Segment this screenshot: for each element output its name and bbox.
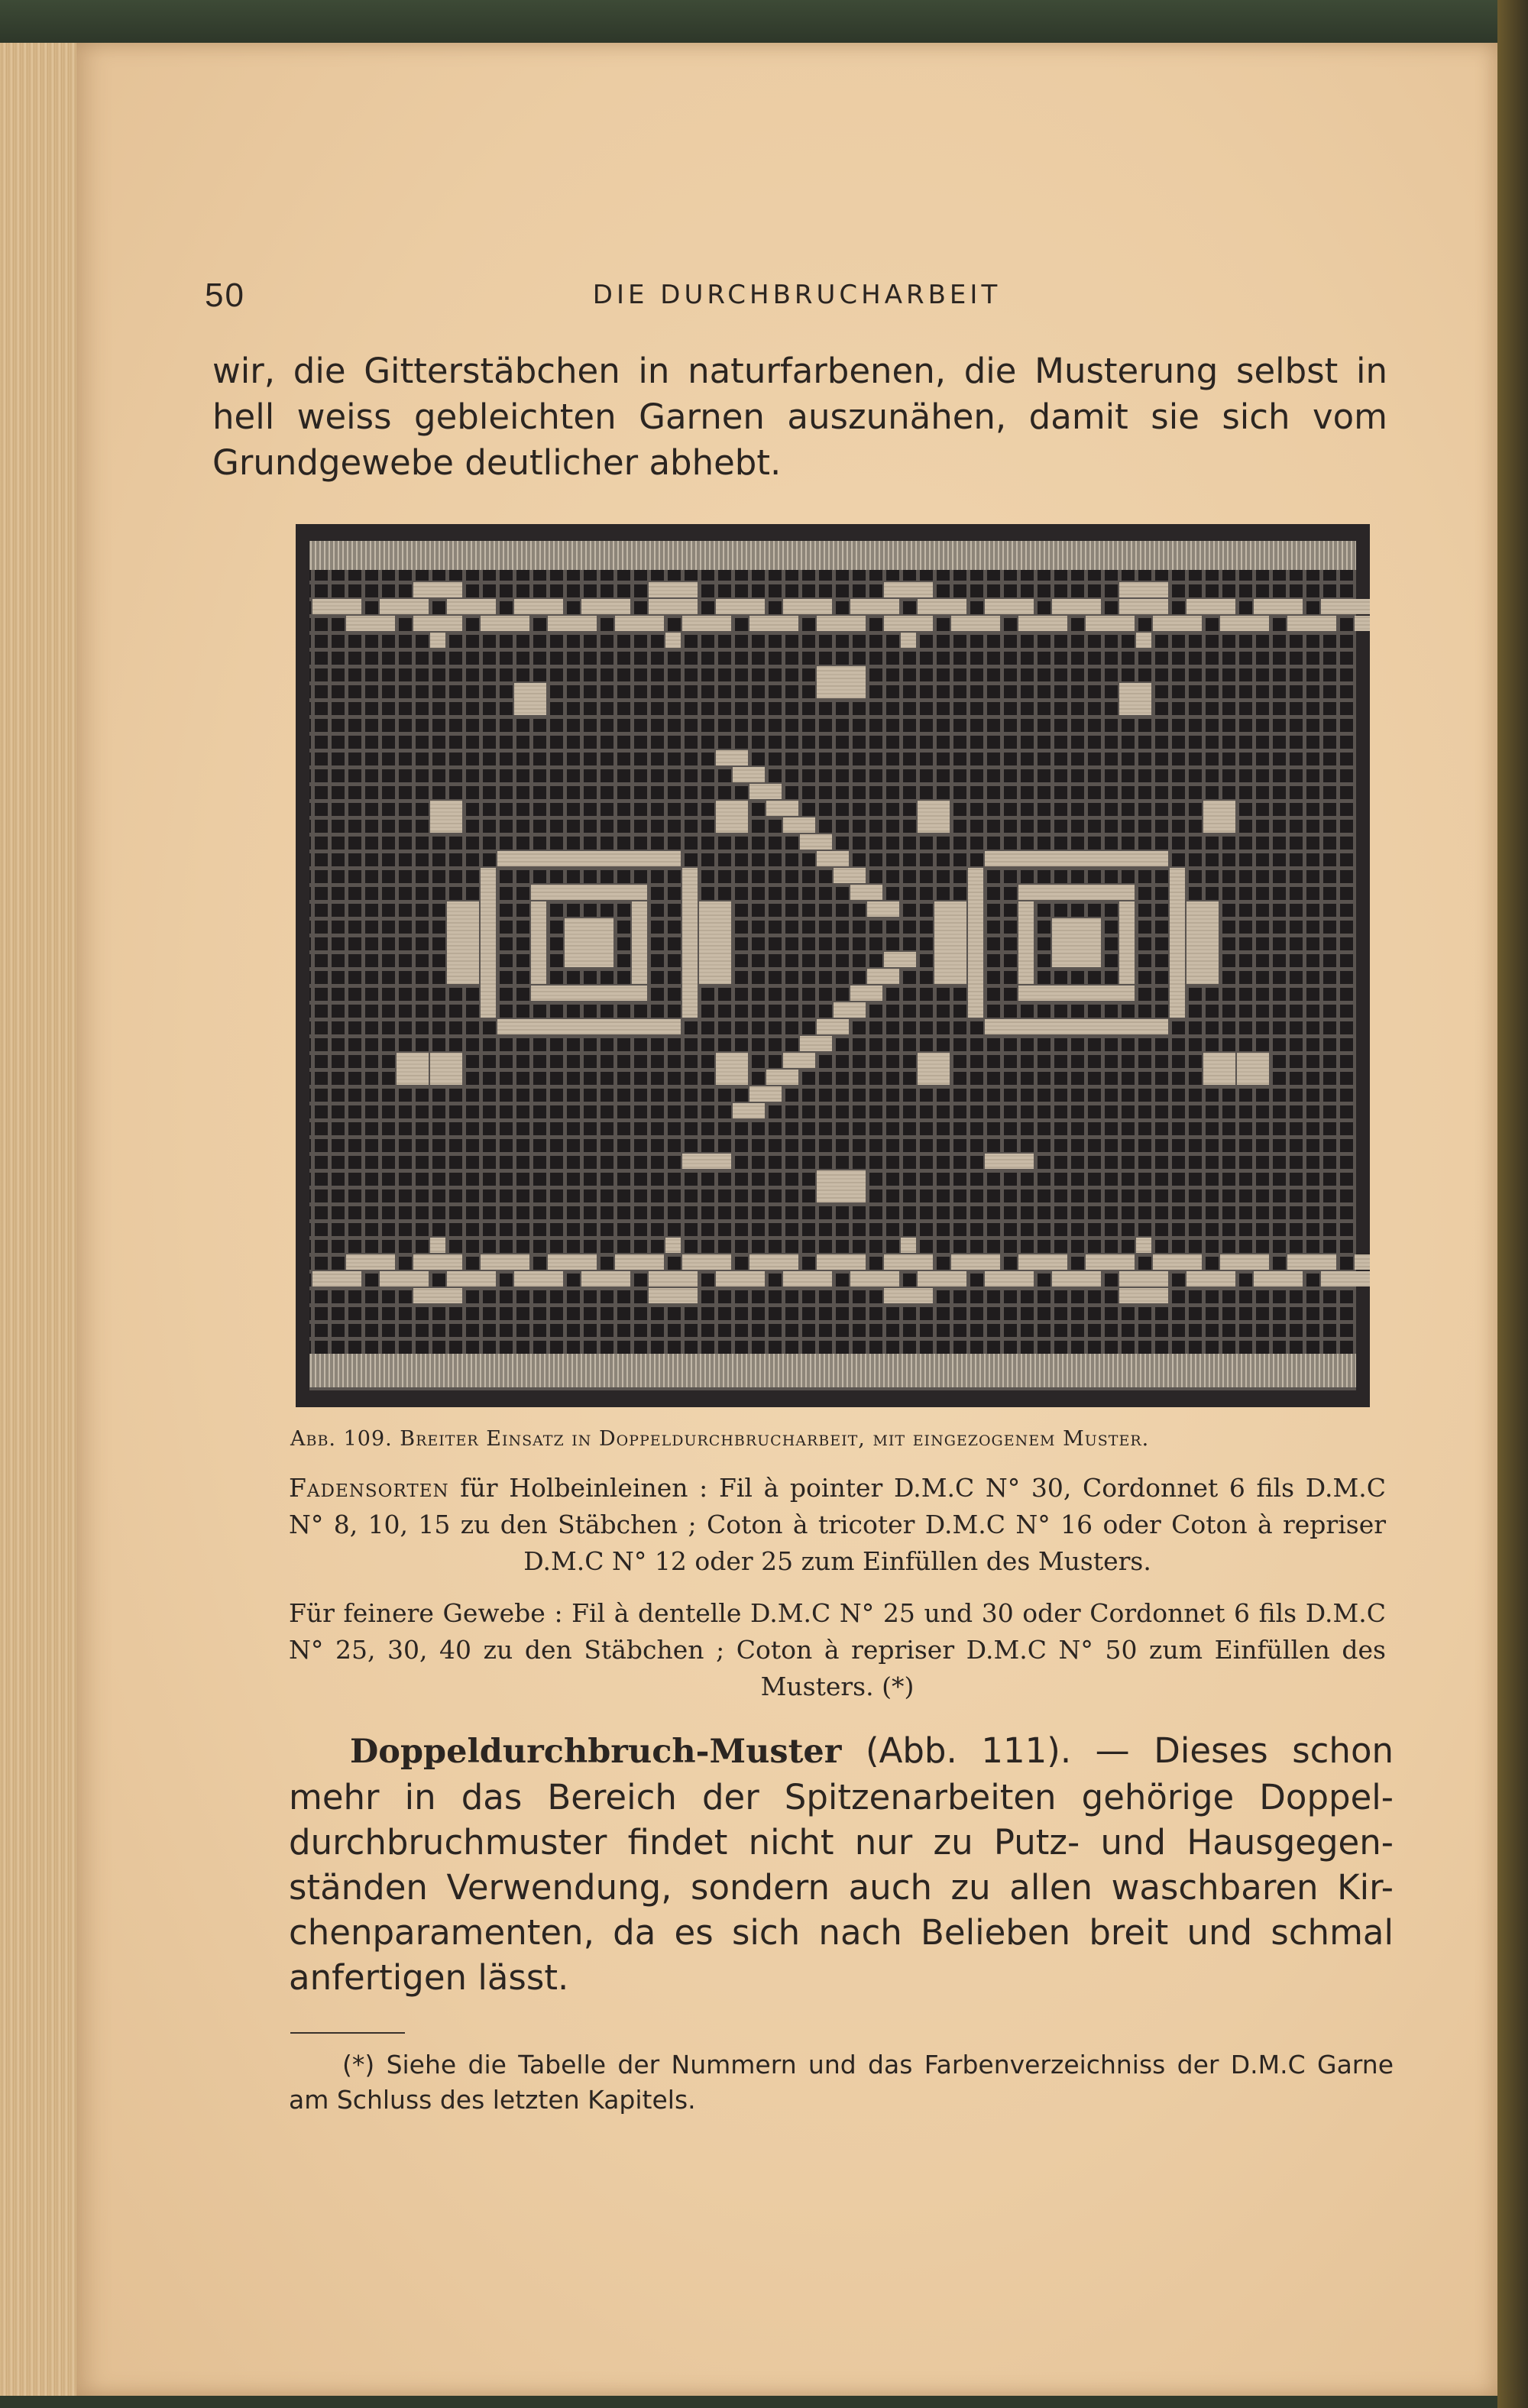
darned-block <box>716 801 748 833</box>
darned-block <box>565 918 613 967</box>
darned-block <box>1186 599 1235 614</box>
darned-block <box>481 1254 529 1270</box>
specs-label: Fadensorten <box>289 1473 449 1503</box>
darned-block <box>884 1288 933 1303</box>
darned-block <box>918 599 966 614</box>
darned-block <box>548 1254 597 1270</box>
darned-block <box>749 784 782 799</box>
darned-block <box>985 851 1168 866</box>
footnote: (*) Siehe die Tabelle der Nummern und das Farbenverzeichniss der D.M.C Garne am Schluss des letzten Kapitels. <box>289 2050 1394 2115</box>
darned-block <box>497 851 681 866</box>
darned-block <box>749 616 798 631</box>
darned-block <box>1119 582 1168 597</box>
lace-insert-figure <box>296 524 1370 1407</box>
darned-block <box>749 1254 798 1270</box>
darned-block <box>749 1086 782 1102</box>
darned-block <box>632 901 647 984</box>
darned-block <box>951 1254 1000 1270</box>
darned-block <box>531 901 546 984</box>
darned-block <box>817 1254 866 1270</box>
darned-block <box>447 901 479 984</box>
darned-block <box>1018 986 1135 1001</box>
darned-block <box>497 1019 681 1034</box>
darned-block <box>1136 633 1151 648</box>
darned-block <box>834 1002 866 1018</box>
darned-block <box>1203 801 1235 833</box>
darned-block <box>1237 1053 1269 1085</box>
section-text: (Abb. 111). — Dieses schon mehr in das Bereich der Spitzenarbeiten gehörige Doppel-durchbruchmuster findet nicht nur zu Putz- und Hausgegen-ständen Verwendung, sondern auch zu allen waschbaren Kir-chenparamenten, da es sich nach Belieben breit und schmal anfertigen lässt. <box>289 1730 1394 1998</box>
darned-block <box>884 1254 933 1270</box>
darned-block <box>867 969 899 984</box>
darned-block <box>850 1271 899 1287</box>
darned-block <box>716 750 748 765</box>
darned-block <box>783 1271 832 1287</box>
darned-block <box>1052 599 1101 614</box>
darned-block <box>1254 599 1303 614</box>
darned-block <box>346 616 395 631</box>
darned-block <box>934 901 966 984</box>
darned-block <box>1119 1288 1168 1303</box>
darned-block <box>1170 868 1185 1018</box>
darned-block <box>1186 1271 1235 1287</box>
darned-block <box>665 633 681 648</box>
darned-block <box>800 834 832 850</box>
darned-block <box>1086 616 1135 631</box>
darned-block <box>312 599 361 614</box>
darned-block <box>1220 1254 1269 1270</box>
darned-block <box>716 1271 765 1287</box>
darned-block <box>850 599 899 614</box>
darned-block <box>1018 885 1135 900</box>
darned-block <box>985 1019 1168 1034</box>
darned-block <box>312 1271 361 1287</box>
darned-block <box>783 1053 815 1068</box>
darned-block <box>1321 599 1370 614</box>
book-cover-top <box>0 0 1528 47</box>
darned-block <box>985 1154 1034 1169</box>
darned-block <box>817 1019 849 1034</box>
bottom-border <box>309 1354 1356 1387</box>
darned-block <box>817 1170 866 1202</box>
darned-block <box>514 683 546 715</box>
darned-block <box>867 901 899 917</box>
darned-block <box>514 1271 563 1287</box>
darned-block <box>918 1271 966 1287</box>
darned-block <box>699 901 731 984</box>
darned-block <box>951 616 1000 631</box>
darned-block <box>581 599 630 614</box>
darned-block <box>884 582 933 597</box>
darned-block <box>1052 918 1101 967</box>
darned-block <box>918 1053 950 1085</box>
darned-block <box>531 986 647 1001</box>
darned-block <box>346 1254 395 1270</box>
darned-block <box>1220 616 1269 631</box>
darned-block <box>884 616 933 631</box>
darned-block <box>733 1103 765 1118</box>
darned-block <box>380 599 429 614</box>
darned-block <box>1186 901 1219 984</box>
darned-block <box>766 801 798 816</box>
darned-block <box>548 616 597 631</box>
footnote-rule <box>290 2032 405 2034</box>
darned-block <box>901 1238 916 1253</box>
darned-block <box>1086 1254 1135 1270</box>
darned-block <box>615 616 664 631</box>
darned-block <box>615 1254 664 1270</box>
darned-block <box>850 986 882 1001</box>
darned-block <box>413 616 462 631</box>
darned-block <box>901 633 916 648</box>
darned-block <box>682 616 731 631</box>
specs-first-text: für Holbeinleinen : Fil à pointer D.M.C N° 30, Cordonnet 6 fils D.M.C N° 8, 10, 15 zu den Stäbchen ; Coton à tricoter D.M.C N° 16 oder Coton à repriser D.M.C N° 12 oder 25 zum Einfüllen des Musters. <box>289 1473 1386 1576</box>
section-heading: Doppeldurchbruch-Muster <box>350 1733 842 1771</box>
page-header <box>205 277 1389 322</box>
darned-block <box>800 1036 832 1051</box>
running-title: DIE DURCHBRUCHARBEIT <box>592 280 1002 310</box>
darned-block <box>1203 1053 1235 1085</box>
book-cover-right <box>1497 0 1528 2408</box>
darned-block <box>1321 1271 1370 1287</box>
darned-block <box>649 1271 698 1287</box>
darned-block <box>447 599 496 614</box>
darned-block <box>531 885 647 900</box>
darned-block <box>884 952 916 967</box>
darned-block <box>817 666 866 698</box>
darned-block <box>413 1288 462 1303</box>
darned-block <box>1018 901 1034 984</box>
page-number: 50 <box>205 277 245 314</box>
darned-block <box>1119 901 1135 984</box>
darned-block <box>413 1254 462 1270</box>
darned-block <box>1254 1271 1303 1287</box>
darned-block <box>430 1238 445 1253</box>
darned-block <box>733 767 765 782</box>
darned-block <box>514 599 563 614</box>
darned-block <box>430 633 445 648</box>
section-paragraph <box>289 1728 1394 2000</box>
darned-block <box>682 1254 731 1270</box>
thread-specs-fine: Für feinere Gewebe : Fil à dentelle D.M.C N° 25 und 30 oder Cordonnet 6 fils D.M.C N° 25, 30, 40 zu den Stäbchen ; Coton à repriser D.M.C N° 50 zum Einfüllen des Musters. (*) <box>289 1598 1386 1701</box>
lace-pattern-image <box>296 524 1370 1407</box>
darned-block <box>1119 1271 1168 1287</box>
darned-block <box>682 1154 731 1169</box>
darned-block <box>447 1271 496 1287</box>
darned-block <box>766 1070 798 1085</box>
darned-block <box>1018 616 1067 631</box>
darned-block <box>1153 1254 1202 1270</box>
darned-block <box>649 599 698 614</box>
darned-block <box>1355 1254 1370 1270</box>
darned-block <box>834 868 866 883</box>
darned-block <box>716 599 765 614</box>
darned-block <box>1355 616 1370 631</box>
darned-block <box>581 1271 630 1287</box>
darned-block <box>918 801 950 833</box>
darned-block <box>817 616 866 631</box>
darned-block <box>783 817 815 833</box>
darned-block <box>481 868 496 1018</box>
darned-block <box>1287 1254 1336 1270</box>
darned-block <box>1119 683 1151 715</box>
darned-block <box>1052 1271 1101 1287</box>
top-border <box>309 541 1356 570</box>
darned-block <box>649 1288 698 1303</box>
darned-block <box>380 1271 429 1287</box>
darned-block <box>397 1053 429 1085</box>
darned-block <box>481 616 529 631</box>
darned-block <box>850 885 882 900</box>
darned-block <box>716 1053 748 1085</box>
darned-block <box>817 851 849 866</box>
darned-block <box>682 868 698 1018</box>
darned-block <box>1119 599 1168 614</box>
figure-caption: Abb. 109. Breiter Einsatz in Doppeldurchbrucharbeit, mit eingezogenem Muster. <box>290 1427 1150 1451</box>
darned-block <box>430 1053 462 1085</box>
darned-block <box>649 582 698 597</box>
darned-block <box>1136 1238 1151 1253</box>
darned-block <box>430 801 462 833</box>
thread-specs-holbein <box>289 1470 1386 1580</box>
darned-block <box>985 1271 1034 1287</box>
darned-block <box>1018 1254 1067 1270</box>
darned-block <box>985 599 1034 614</box>
darned-block <box>1287 616 1336 631</box>
darned-block <box>1153 616 1202 631</box>
darned-block <box>968 868 983 1018</box>
darned-block <box>783 599 832 614</box>
darned-block <box>413 582 462 597</box>
darned-block <box>665 1238 681 1253</box>
intro-paragraph: wir, die Gitterstäbchen in naturfarbenen, die Musterung selbst in hell weiss gebleichten Garnen auszunähen, damit sie sich vom Grundgewebe deutlicher abhebt. <box>212 351 1387 483</box>
